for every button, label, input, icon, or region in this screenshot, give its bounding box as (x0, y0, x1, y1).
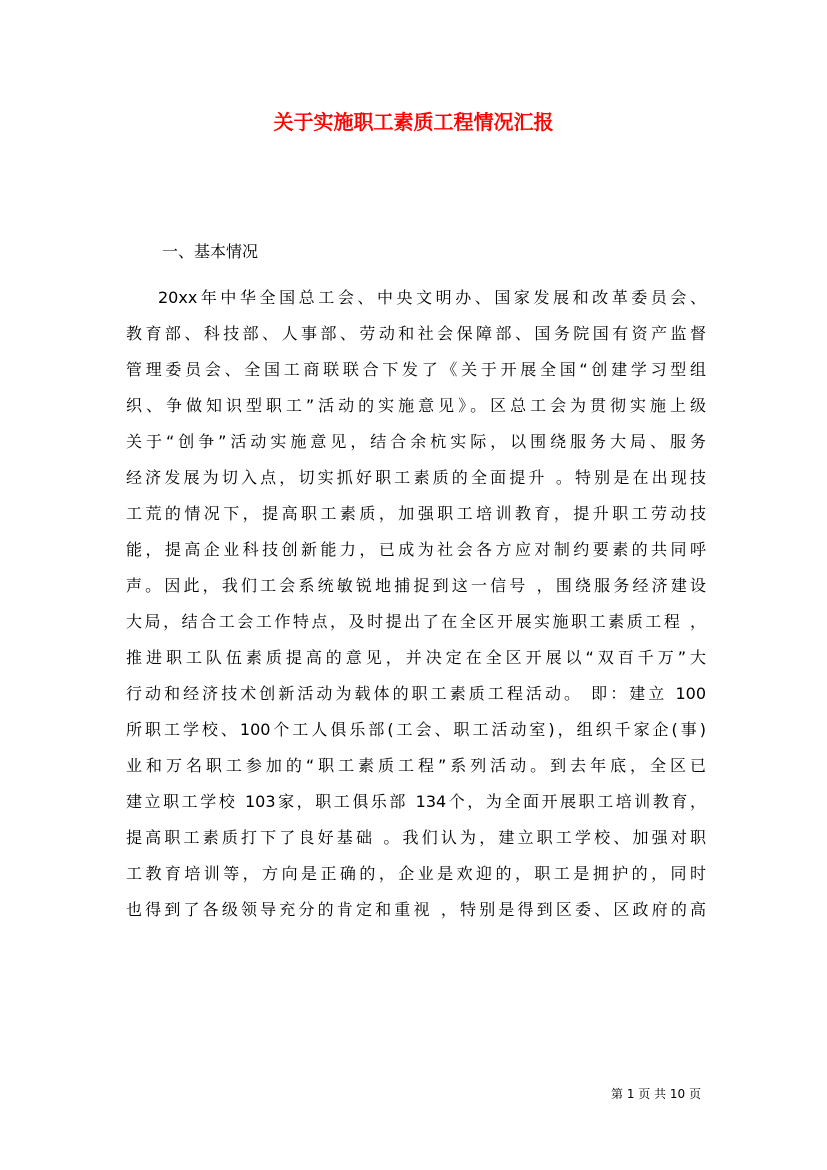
body-line: 推进职工队伍素质提高的意见，并决定在全区开展以“双百千万”大 (126, 648, 706, 667)
body-line: 经济发展为切入点，切实抓好职工素质的全面提升 。特别是在出现技 (126, 468, 706, 487)
body-line: 织、争做知识型职工”活动的实施意见》。区总工会为贯彻实施上级 (126, 396, 706, 415)
body-text (126, 286, 706, 934)
page-number-footer: 第 1 页 共 10 页 (611, 1087, 701, 1101)
body-line: 关于“创争”活动实施意见，结合余杭实际，以围绕服务大局、服务 (126, 432, 706, 451)
body-line: 所职工学校、100个工人俱乐部(工会、职工活动室)，组织千家企(事) (126, 720, 706, 739)
body-line: 教育部、科技部、人事部、劳动和社会保障部、国务院国有资产监督 (126, 324, 706, 343)
body-line: 20xx年中华全国总工会、中央文明办、国家发展和改革委员会、 (158, 288, 706, 307)
section-heading: 一、基本情况 (162, 242, 259, 261)
body-line: 也得到了各级领导充分的肯定和重视 ，特别是得到区委、区政府的高 (126, 900, 706, 919)
body-line: 管理委员会、全国工商联联合下发了《关于开展全国“创建学习型组 (126, 360, 706, 379)
body-line: 大局，结合工会工作特点，及时提出了在全区开展实施职工素质工程 ， (126, 612, 706, 631)
body-line: 声。因此，我们工会系统敏锐地捕捉到这一信号 ，围绕服务经济建设 (126, 576, 706, 595)
body-line: 工荒的情况下，提高职工素质，加强职工培训教育，提升职工劳动技 (126, 504, 706, 523)
body-line: 能，提高企业科技创新能力，已成为社会各方应对制约要素的共同呼 (126, 540, 706, 559)
body-line: 行动和经济技术创新活动为载体的职工素质工程活动。 即：建立 100 (126, 684, 706, 703)
body-line: 业和万名职工参加的“职工素质工程”系列活动。到去年底，全区已 (126, 756, 706, 775)
document-title: 关于实施职工素质工程情况汇报 (273, 110, 554, 134)
body-line: 提高职工素质打下了良好基础 。我们认为，建立职工学校、加强对职 (126, 828, 706, 847)
body-line: 工教育培训等，方向是正确的，企业是欢迎的，职工是拥护的，同时 (126, 864, 706, 883)
body-line: 建立职工学校 103家，职工俱乐部 134个，为全面开展职工培训教育， (126, 792, 706, 811)
